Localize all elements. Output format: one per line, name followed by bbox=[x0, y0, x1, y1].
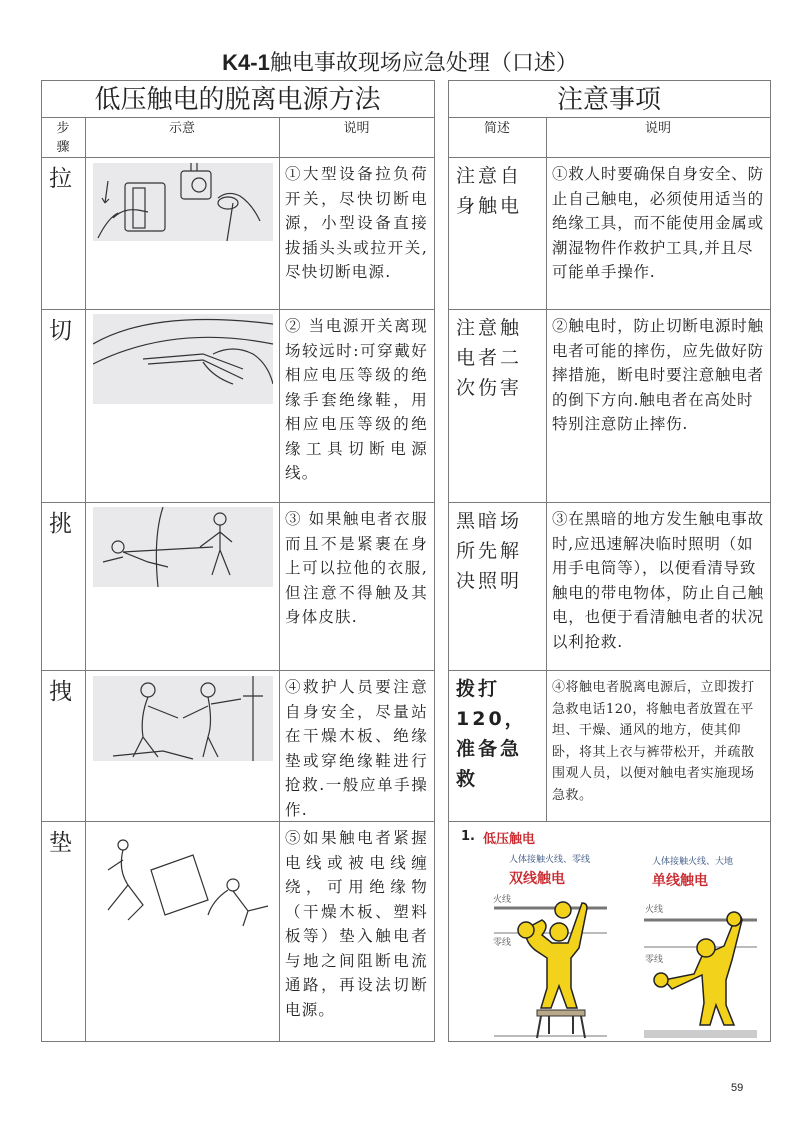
step-description: ④救护人员要注意自身安全，尽量站在干燥木板、绝缘垫或穿绝缘鞋进行抢救.一般应单手操作. bbox=[285, 678, 428, 819]
right-section-heading: 注意事项 bbox=[556, 85, 661, 115]
pulling-switch-illustration bbox=[93, 163, 273, 241]
single-wire-title: 单线触电 bbox=[652, 873, 708, 889]
note-brief: 拨打120，准备急救 bbox=[456, 678, 527, 790]
note-detail: ④将触电者脱离电源后，立即拨打急救电话120，将触电者放置在平坦、干燥、通风的地方，使其仰卧，将其上衣与裤带松开，并疏散围观人员，以便对触电者实施现场急救。 bbox=[552, 680, 755, 803]
page-title bbox=[0, 50, 800, 77]
neutral-wire-label-right: 零线 bbox=[645, 955, 664, 965]
note-brief: 注意触电者二次伤害 bbox=[456, 317, 523, 399]
live-wire-label-left: 火线 bbox=[493, 895, 512, 905]
double-wire-figure bbox=[494, 902, 607, 1038]
diagram-heading-number: 1. bbox=[461, 829, 475, 844]
note-brief: 黑暗场所先解决照明 bbox=[456, 510, 523, 592]
single-wire-caption: 人体接触火线、大地 bbox=[652, 857, 734, 867]
low-voltage-shock-diagram bbox=[449, 822, 769, 1040]
neutral-wire-label-left: 零线 bbox=[493, 938, 512, 948]
left-section-heading: 低压触电的脱离电源方法 bbox=[94, 85, 381, 115]
step-description: ⑤如果触电者紧握电线或被电线缠绕，可用绝缘物（干燥木板、塑料板等）垫入触电者与地之间阻断电流通路，再设法切断电源。 bbox=[285, 829, 428, 1019]
page-number: 59 bbox=[731, 1082, 744, 1094]
double-wire-title: 双线触电 bbox=[509, 871, 565, 887]
note-detail: ①救人时要确保自身安全、防止自己触电，必须使用适当的绝缘工具，而不能使用金属或潮湿物件作救护工具,并且尽可能单手操作. bbox=[552, 165, 764, 281]
column-header-note: 说明 bbox=[644, 121, 671, 136]
title-text: 触电事故现场应急处理（口述） bbox=[269, 51, 578, 76]
insulating-board-illustration bbox=[93, 835, 273, 930]
double-wire-caption: 人体接触火线、零线 bbox=[509, 855, 591, 865]
step-description: ③ 如果触电者衣服而且不是紧裹在身上可以拉他的衣服,但注意不得触及其身体皮肤. bbox=[285, 510, 428, 626]
note-brief: 注意自身触电 bbox=[456, 165, 523, 217]
step-description: ①大型设备拉负荷开关，尽快切断电源，小型设备直接拔插头头或拉开关,尽快切断电源. bbox=[285, 165, 428, 281]
note-detail: ②触电时，防止切断电源时触电者可能的摔伤，应先做好防摔措施，断电时要注意触电者的倒下方向.触电者在高处时特别注意防止摔伤. bbox=[552, 317, 764, 433]
step-label: 拽 bbox=[49, 679, 72, 705]
lifting-wire-illustration bbox=[93, 507, 273, 587]
column-header-illustration: 示意 bbox=[168, 121, 195, 136]
column-header-description: 说明 bbox=[343, 121, 370, 136]
single-wire-figure bbox=[644, 912, 757, 1038]
cutting-wire-illustration bbox=[93, 314, 273, 404]
note-detail: ③在黑暗的地方发生触电事故时,应迅速解决临时照明（如用手电筒等），以便看清导致触电的带电物体，防止自己触电，也便于看清触电者的状况以利抢救. bbox=[552, 510, 764, 651]
column-header-brief: 简述 bbox=[483, 121, 510, 136]
step-label: 垫 bbox=[49, 830, 72, 856]
step-label: 切 bbox=[49, 318, 72, 344]
diagram-heading: 低压触电 bbox=[483, 832, 536, 847]
column-header-step: 步骤 bbox=[56, 121, 70, 155]
step-label: 拉 bbox=[49, 166, 72, 192]
step-description: ② 当电源开关离现场较远时:可穿戴好相应电压等级的绝缘手套绝缘鞋，用相应电压等级的绝缘工具切断电源线。 bbox=[285, 317, 428, 482]
step-label: 挑 bbox=[49, 511, 72, 537]
live-wire-label-right: 火线 bbox=[645, 905, 664, 915]
title-code: K4-1 bbox=[222, 50, 270, 75]
pulling-victim-illustration bbox=[93, 676, 273, 761]
